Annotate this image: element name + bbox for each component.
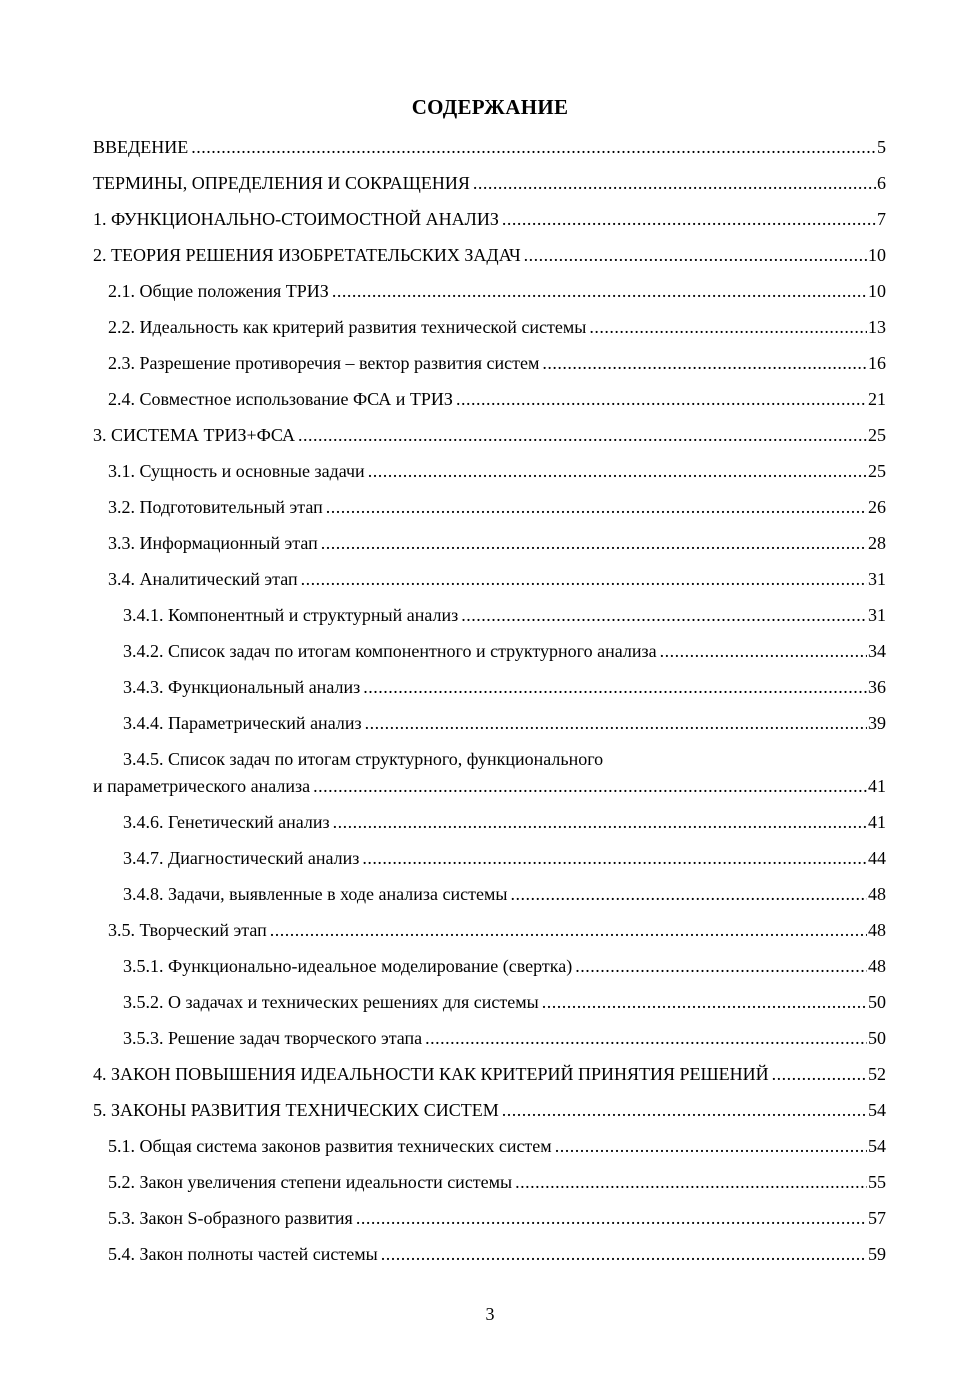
toc-entry-label: 5.1. Общая система законов развития технических систем xyxy=(108,1136,552,1156)
toc-entry-label: 4. ЗАКОН ПОВЫШЕНИЯ ИДЕАЛЬНОСТИ КАК КРИТЕРИЙ ПРИНЯТИЯ РЕШЕНИЙ xyxy=(93,1064,769,1084)
toc-entry-label: 5.3. Закон S-образного развития xyxy=(108,1208,353,1228)
toc-entry-label: 3.5.2. О задачах и технических решениях для системы xyxy=(123,992,539,1012)
toc-entry-page: 48 xyxy=(868,884,886,904)
toc-entry-page: 25 xyxy=(868,425,886,445)
toc-entry[interactable] xyxy=(108,1206,886,1230)
toc-entry-page: 52 xyxy=(868,1064,886,1084)
dot-leader xyxy=(321,531,867,555)
toc-entry[interactable] xyxy=(108,1242,886,1266)
toc-entry[interactable] xyxy=(108,531,886,555)
toc-entry-label: 3.5.1. Функционально-идеальное моделирование (свертка) xyxy=(123,956,573,976)
toc-entry-label: 3.4.3. Функциональный анализ xyxy=(123,677,361,697)
dot-leader xyxy=(368,459,867,483)
toc-entry[interactable] xyxy=(108,459,886,483)
toc-entry[interactable] xyxy=(93,1062,886,1086)
dot-leader xyxy=(425,1026,867,1050)
toc-entry-page: 48 xyxy=(868,920,886,940)
dot-leader xyxy=(326,495,867,519)
toc-entry-page: 31 xyxy=(868,605,886,625)
toc-entry[interactable] xyxy=(108,567,886,591)
dot-leader xyxy=(555,1134,867,1158)
dot-leader xyxy=(301,567,867,591)
toc-entry-label: ТЕРМИНЫ, ОПРЕДЕЛЕНИЯ И СОКРАЩЕНИЯ xyxy=(93,173,470,193)
dot-leader xyxy=(510,882,867,906)
toc-entry[interactable] xyxy=(108,315,886,339)
dot-leader xyxy=(333,810,867,834)
toc-entry-page: 5 xyxy=(877,137,886,157)
toc-entry-label: 3.3. Информационный этап xyxy=(108,533,318,553)
toc-entry-label: ВВЕДЕНИЕ xyxy=(93,137,189,157)
toc-entry-page: 34 xyxy=(868,641,886,661)
dot-leader xyxy=(589,315,867,339)
toc-entry-label: 2.3. Разрешение противоречия – вектор развития систем xyxy=(108,353,540,373)
toc-entry-label: 3.1. Сущность и основные задачи xyxy=(108,461,365,481)
toc-entry[interactable] xyxy=(123,846,886,870)
toc-entry-page: 31 xyxy=(868,569,886,589)
toc-entry-label: 3. СИСТЕМА ТРИЗ+ФСА xyxy=(93,425,296,445)
toc-entry-first-line: 3.4.5. Список задач по итогам структурного, функционального xyxy=(123,749,604,769)
dot-leader xyxy=(502,207,876,231)
toc-entry-page: 54 xyxy=(868,1136,886,1156)
toc-entry-label: 3.4.4. Параметрический анализ xyxy=(123,713,362,733)
toc-entry-page: 13 xyxy=(868,317,886,337)
dot-leader xyxy=(575,954,867,978)
toc-entry-page: 6 xyxy=(877,173,886,193)
dot-leader xyxy=(473,171,876,195)
toc-entry[interactable] xyxy=(93,135,886,159)
toc-entry-page: 50 xyxy=(868,1028,886,1048)
toc-entry[interactable] xyxy=(123,711,886,735)
toc-entry[interactable] xyxy=(93,774,886,798)
toc-entry[interactable] xyxy=(123,810,886,834)
dot-leader xyxy=(362,846,867,870)
dot-leader xyxy=(365,711,867,735)
dot-leader xyxy=(191,135,876,159)
toc-entry-page: 7 xyxy=(877,209,886,229)
toc-entry-page: 48 xyxy=(868,956,886,976)
dot-leader xyxy=(515,1170,867,1194)
toc-entry-page: 57 xyxy=(868,1208,886,1228)
dot-leader xyxy=(524,243,867,267)
dot-leader xyxy=(298,423,867,447)
toc-entry-label: 2.1. Общие положения ТРИЗ xyxy=(108,281,329,301)
toc-entry[interactable] xyxy=(108,1170,886,1194)
dot-leader xyxy=(332,279,867,303)
toc-entry-page: 55 xyxy=(868,1172,886,1192)
toc-entry-page: 21 xyxy=(868,389,886,409)
toc-entry-page: 54 xyxy=(868,1100,886,1120)
toc-entry-page: 26 xyxy=(868,497,886,517)
toc-entry[interactable] xyxy=(93,1098,886,1122)
toc-entry[interactable] xyxy=(123,603,886,627)
toc-entry-label: 3.4.6. Генетический анализ xyxy=(123,812,330,832)
toc-entry-label: 2. ТЕОРИЯ РЕШЕНИЯ ИЗОБРЕТАТЕЛЬСКИХ ЗАДАЧ xyxy=(93,245,521,265)
toc-entry-label: 3.2. Подготовительный этап xyxy=(108,497,323,517)
toc-entry-page: 10 xyxy=(868,281,886,301)
toc-entry[interactable] xyxy=(123,675,886,699)
toc-entry-label: 3.4.1. Компонентный и структурный анализ xyxy=(123,605,459,625)
toc-entry[interactable] xyxy=(123,990,886,1014)
toc-entry[interactable] xyxy=(108,279,886,303)
toc-entry-label: 1. ФУНКЦИОНАЛЬНО-СТОИМОСТНОЙ АНАЛИЗ xyxy=(93,209,499,229)
toc-entry-page: 41 xyxy=(868,776,886,796)
dot-leader xyxy=(456,387,867,411)
toc-entry-label: и параметрического анализа xyxy=(93,776,311,796)
dot-leader xyxy=(542,351,867,375)
toc-entry[interactable] xyxy=(108,351,886,375)
dot-leader xyxy=(660,639,867,663)
page-number: 3 xyxy=(485,1304,495,1324)
toc-entry-label: 3.4.2. Список задач по итогам компонентного и структурного анализа xyxy=(123,641,657,661)
toc-entry-page: 36 xyxy=(868,677,886,697)
toc-entry-page: 39 xyxy=(868,713,886,733)
dot-leader xyxy=(270,918,867,942)
toc-entry-page: 25 xyxy=(868,461,886,481)
dot-leader xyxy=(461,603,867,627)
toc-entry[interactable] xyxy=(123,639,886,663)
toc-entry[interactable] xyxy=(123,882,886,906)
toc-entry-page: 59 xyxy=(868,1244,886,1264)
toc-entry-page: 28 xyxy=(868,533,886,553)
toc-entry[interactable] xyxy=(108,1134,886,1158)
page-title: СОДЕРЖАНИЕ xyxy=(411,95,569,119)
toc-entry[interactable] xyxy=(108,918,886,942)
dot-leader xyxy=(502,1098,867,1122)
toc-entry[interactable] xyxy=(108,495,886,519)
toc-entry[interactable] xyxy=(108,387,886,411)
toc-entry-label: 5.4. Закон полноты частей системы xyxy=(108,1244,378,1264)
dot-leader xyxy=(363,675,867,699)
toc-entry[interactable] xyxy=(93,171,886,195)
toc-entry-label: 2.2. Идеальность как критерий развития технической системы xyxy=(108,317,587,337)
toc-entry-label: 3.4.8. Задачи, выявленные в ходе анализа системы xyxy=(123,884,508,904)
dot-leader xyxy=(542,990,867,1014)
toc-entry-label: 2.4. Совместное использование ФСА и ТРИЗ xyxy=(108,389,453,409)
toc-entry-page: 41 xyxy=(868,812,886,832)
toc-entry[interactable] xyxy=(93,243,886,267)
toc-entry-label: 3.5.3. Решение задач творческого этапа xyxy=(123,1028,423,1048)
toc-entry-page: 44 xyxy=(868,848,886,868)
toc-entry[interactable] xyxy=(123,954,886,978)
dot-leader xyxy=(356,1206,867,1230)
toc-entry-label: 5.2. Закон увеличения степени идеальности системы xyxy=(108,1172,513,1192)
toc-entry-page: 50 xyxy=(868,992,886,1012)
toc-entry-label: 5. ЗАКОНЫ РАЗВИТИЯ ТЕХНИЧЕСКИХ СИСТЕМ xyxy=(93,1100,499,1120)
toc-entry-label: 3.4. Аналитический этап xyxy=(108,569,298,589)
toc-entry-label: 3.5. Творческий этап xyxy=(108,920,267,940)
toc-entry-label: 3.4.7. Диагностический анализ xyxy=(123,848,360,868)
toc-entry-page: 16 xyxy=(868,353,886,373)
toc-entry[interactable] xyxy=(123,1026,886,1050)
dot-leader xyxy=(381,1242,867,1266)
toc-entry-page: 10 xyxy=(868,245,886,265)
dot-leader xyxy=(313,774,867,798)
dot-leader xyxy=(772,1062,867,1086)
toc-entry[interactable] xyxy=(93,423,886,447)
toc-entry[interactable] xyxy=(93,207,886,231)
